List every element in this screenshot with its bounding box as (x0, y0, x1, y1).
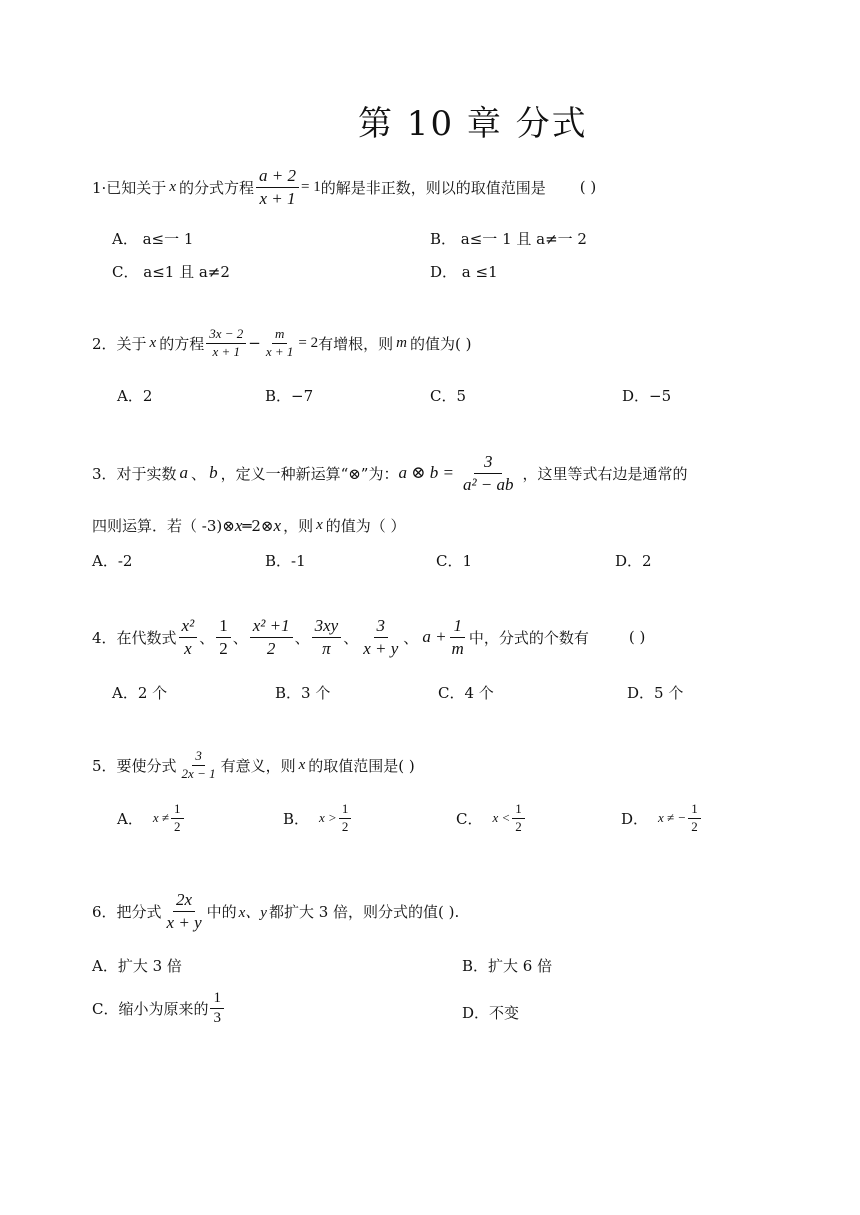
q5-b-label: B． (283, 809, 310, 828)
q4-f2d: 2 (219, 638, 228, 658)
q5-option-c (456, 802, 527, 835)
q4-option-b: B．3 个 (275, 684, 331, 702)
q1-paren: ( ) (579, 178, 597, 197)
q1-var: x (169, 178, 176, 195)
q3-sep: 、 (191, 464, 207, 483)
q6-option-c (92, 990, 226, 1028)
q5-d-expr: x ≠ − (658, 810, 687, 826)
q5-prefix: 5．要使分式 (92, 756, 177, 775)
q5-c-n: 1 (512, 802, 525, 819)
q1-suffix: 的解是非正数，则以的取值范围是 (320, 178, 546, 197)
q1-mid: 的分式方程 (178, 178, 254, 197)
q6-c-text: C．缩小为原来的 (92, 1000, 209, 1019)
q2-eq: = 2 (298, 334, 319, 351)
q2-n1: 3x − 2 (206, 327, 246, 344)
q1-eq: = 1 (300, 178, 321, 195)
q4-sep-2: 、 (232, 628, 248, 647)
q5-a-expr: x ≠ (152, 810, 169, 826)
q5-c-fraction (512, 802, 525, 835)
q5-d-fraction (688, 802, 701, 835)
q5-option-d (621, 802, 703, 835)
q4-suffix: 中，分式的个数有 (468, 628, 589, 647)
q2-d1: x + 1 (212, 343, 241, 359)
q4-f5d: x + y (363, 638, 399, 658)
question-3 (92, 452, 688, 494)
question-2 (92, 327, 471, 360)
q3-option-b: B．-1 (265, 552, 306, 570)
q3-lhs: a ⊗ b = (398, 463, 454, 483)
q2-option-c: C．5 (430, 387, 467, 405)
q5-d-n: 1 (688, 802, 701, 819)
q4-option-a: A．2 个 (112, 684, 168, 702)
q6-den: x + y (166, 912, 202, 932)
q2-fraction-1 (206, 327, 246, 360)
q5-c-expr: x < (492, 810, 511, 826)
q6-prefix: 6．把分式 (92, 902, 162, 921)
q5-b-d: 2 (341, 818, 349, 834)
q3-line2b: ═2⊗ (242, 516, 274, 535)
q2-minus: − (248, 334, 261, 353)
q4-fraction-4 (312, 616, 342, 658)
q6-option-a: A．扩大 3 倍 (92, 957, 182, 975)
q4-sep-4: 、 (343, 628, 359, 647)
q4-f4d: π (322, 638, 331, 658)
q3-line2a: 四则运算．若（ -3)⊗ (92, 517, 235, 535)
q3-line2x3: x (316, 517, 323, 533)
q6-c-fraction (210, 990, 224, 1028)
q6-mid: 中的 (206, 902, 237, 921)
q6-suffix: 都扩大 3 倍，则分式的值( ). (268, 902, 460, 921)
q3-a: a (179, 463, 189, 483)
q3-line2x: x (234, 515, 243, 535)
q5-a-d: 2 (174, 818, 181, 834)
q4-fraction-3 (250, 616, 293, 658)
q3-prefix: 3．对于实数 (92, 464, 177, 483)
q3-option-c: C．1 (436, 552, 473, 570)
q3-mid: ，定义一种新运算“⊗”为： (220, 464, 399, 483)
q5-c-d: 2 (515, 818, 522, 834)
q3-line2c: ，则 (283, 517, 314, 535)
q4-fraction-6 (449, 616, 467, 658)
q5-a-fraction (171, 802, 184, 835)
q5-option-b (283, 802, 353, 835)
q2-var: x (149, 334, 157, 351)
q4-prefix: 4．在代数式 (92, 628, 177, 647)
q5-var: x (298, 756, 306, 773)
q5-b-expr: x > (319, 810, 337, 826)
q2-suffix: 有增根，则 (318, 334, 394, 353)
q6-num: 2x (173, 890, 195, 912)
q5-a-n: 1 (171, 802, 184, 819)
q3-option-a: A．-2 (92, 552, 133, 570)
q2-fraction-2 (263, 327, 297, 360)
q4-fraction-2 (216, 616, 231, 658)
q2-var2: m (396, 334, 407, 351)
q4-f5n: 3 (374, 616, 389, 638)
question-4 (92, 616, 645, 658)
q5-c-label: C． (456, 809, 483, 828)
q4-f1n: x² (179, 616, 198, 638)
q4-sep-1: 、 (199, 628, 215, 647)
q2-suffix2: 的值为( ) (409, 334, 472, 353)
q4-fraction-5 (360, 616, 401, 658)
q3-suffix: ，这里等式右边是通常的 (522, 464, 688, 483)
q2-mid: 的方程 (159, 334, 205, 353)
q5-suffix: 的取值范围是( ) (308, 756, 415, 775)
q5-fraction (179, 749, 219, 782)
q3-b: b (209, 463, 218, 483)
q2-d2: x + 1 (265, 343, 294, 359)
q4-f3n: x² +1 (250, 616, 293, 638)
question-6 (92, 890, 459, 932)
q2-prefix: 2．关于 (92, 334, 147, 353)
q1-prefix: 1·已知关于 (92, 178, 167, 197)
q4-f3d: 2 (266, 638, 276, 658)
q5-d-d: 2 (691, 818, 698, 834)
q6-option-b: B．扩大 6 倍 (462, 957, 553, 975)
q1-fraction (256, 166, 299, 208)
q4-f2n: 1 (216, 616, 231, 638)
q5-b-fraction (339, 802, 352, 835)
q1-den: x + 1 (259, 188, 296, 208)
q2-option-d: D．−5 (622, 387, 672, 405)
q4-f6n: 1 (450, 616, 465, 638)
q5-den: 2x − 1 (181, 765, 216, 781)
q6-fraction (164, 890, 205, 932)
q1-option-d: D． a ≤1 (430, 263, 498, 281)
q4-f1d: x (184, 638, 192, 658)
q5-mid: 有意义，则 (220, 756, 296, 775)
q6-c-d: 3 (213, 1010, 221, 1027)
q3-line2d: 的值为（ ） (325, 517, 406, 535)
q2-option-a: A．2 (117, 387, 153, 405)
q4-sep-5: 、 (403, 628, 419, 647)
q5-d-label: D． (621, 809, 649, 828)
q5-a-label: A． (117, 809, 143, 828)
q6-vars: x、y (238, 904, 267, 921)
q1-option-a: A． a≤一 1 (112, 230, 194, 248)
q5-option-a (117, 802, 186, 835)
q4-sep-3: 、 (294, 628, 310, 647)
question-1 (92, 166, 596, 208)
q4-f4n: 3xy (312, 616, 342, 638)
q5-b-n: 1 (339, 802, 352, 819)
q4-option-c: C．4 个 (438, 684, 494, 702)
q1-option-c: C． a≤1 且 a≠2 (112, 263, 230, 281)
q3-option-d: D．2 (615, 552, 652, 570)
q3-line2x2: x (273, 515, 282, 535)
question-5 (92, 749, 415, 782)
q1-num: a + 2 (256, 166, 299, 188)
q5-num: 3 (192, 749, 205, 766)
q2-n2: m (272, 327, 287, 344)
q1-option-b: B． a≤一 1 且 a≠一 2 (430, 230, 587, 248)
q4-f6d: m (451, 638, 464, 658)
q4-fraction-1 (179, 616, 198, 658)
q3-num: 3 (474, 452, 503, 474)
q6-option-d: D．不变 (462, 1004, 520, 1022)
page-title: 第 10 章 分式 (358, 104, 588, 144)
q4-paren: ( ) (628, 628, 646, 647)
q3-den: a² − ab (462, 474, 514, 494)
q4-option-d: D．5 个 (627, 684, 684, 702)
q3-line-2 (92, 515, 406, 536)
q4-f6pre: a + (422, 627, 447, 647)
q3-fraction (460, 452, 517, 494)
q6-c-n: 1 (210, 990, 224, 1009)
q2-option-b: B．−7 (265, 387, 314, 405)
